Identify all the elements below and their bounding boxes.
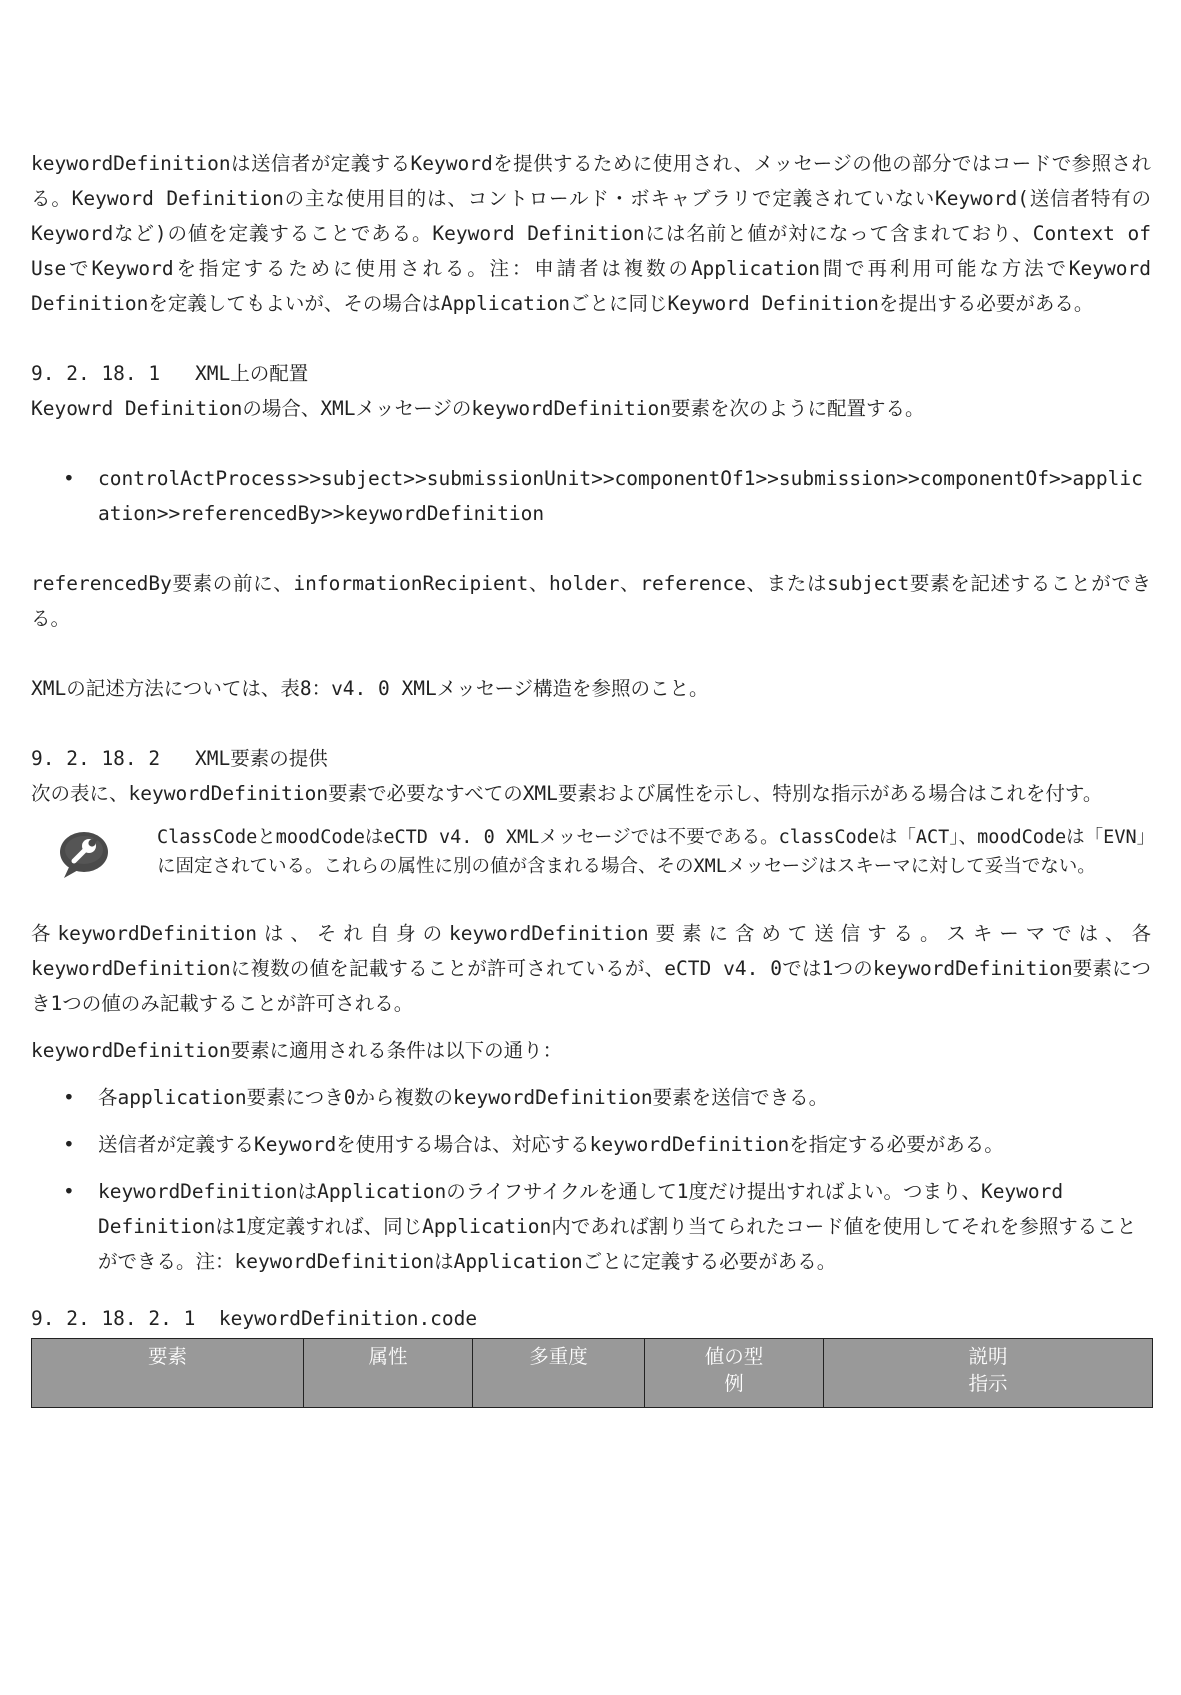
column-header-attribute: 属性 xyxy=(304,1339,473,1408)
subsection-title: keywordDefinition.code xyxy=(218,1307,478,1330)
note-block xyxy=(31,823,1151,881)
placement-path-list xyxy=(31,461,1151,531)
keyword-definition-paragraph: 各keywordDefinitionは、それ自身のkeywordDefinition要素に含めて送信する。スキーマでは、各keywordDefinitionに複数の値を記載することが許可されているが、eCTD v4. 0では1つのkeywordDefinition要素につき1つの値のみ記載することが許可される。 xyxy=(31,922,1151,1015)
section-heading-provision xyxy=(31,741,1151,776)
column-header-description: 説明 指示 xyxy=(824,1339,1153,1408)
condition-text: 送信者が定義するKeywordを使用する場合は、対応するkeywordDefinitionを指定する必要がある。 xyxy=(98,1133,1004,1156)
condition-text: 各application要素につき0から複数のkeywordDefinition要素を送信できる。 xyxy=(98,1086,829,1109)
table-header-row xyxy=(32,1339,1153,1408)
wrench-icon xyxy=(58,829,112,881)
spec-table xyxy=(31,1338,1153,1408)
note-text: ClassCodeとmoodCodeはeCTD v4. 0 XMLメッセージでは不要である。classCodeは「ACT」、moodCodeは「EVN」に固定されている。これらの属性に別の値が含まれる場合、そのXMLメッセージはスキーマに対して妥当でない。 xyxy=(157,827,1146,877)
list-item xyxy=(31,461,1151,531)
subsection-heading xyxy=(31,1301,1151,1336)
list-item xyxy=(31,1174,1151,1279)
condition-text: keywordDefinitionはApplicationのライフサイクルを通して1度だけ提出すればよい。つまり、Keyword Definitionは1度定義すれば、同じApplication内であれば割り当てられたコード値を使用してそれを参照することができる。注：keywordDefinitionはApplicationごとに定義する必要がある。 xyxy=(98,1180,1137,1273)
provision-lead: 次の表に、keywordDefinition要素で必要なすべてのXML要素および属性を示し、特別な指示がある場合はこれを付す。 xyxy=(31,782,1103,805)
document-page xyxy=(31,146,1151,1408)
list-item xyxy=(31,1080,1151,1115)
column-header-cardinality: 多重度 xyxy=(473,1339,645,1408)
subsection-number: 9. 2. 18. 2. 1 xyxy=(31,1307,196,1330)
column-header-value-type: 値の型 例 xyxy=(645,1339,824,1408)
bullet-icon: • xyxy=(63,1133,75,1156)
bullet-icon: • xyxy=(63,467,75,490)
section-title: XML要素の提供 xyxy=(195,747,328,770)
section-number: 9. 2. 18. 1 xyxy=(31,362,161,385)
section-heading-placement xyxy=(31,356,1151,391)
column-header-element: 要素 xyxy=(32,1339,304,1408)
placement-lead: Keyowrd Definitionの場合、XMLメッセージのkeywordDefinition要素を次のように配置する。 xyxy=(31,397,925,420)
conditions-lead: keywordDefinition要素に適用される条件は以下の通り： xyxy=(31,1039,563,1062)
bullet-icon: • xyxy=(63,1086,75,1109)
xml-reference-paragraph: XMLの記述方法については、表8：v4. 0 XMLメッセージ構造を参照のこと。 xyxy=(31,677,709,700)
xml-path: controlActProcess>>subject>>submissionUnit>>componentOf1>>submission>>componentOf>>application>>referencedBy>>keywordDefinition xyxy=(98,467,1143,525)
conditions-list xyxy=(31,1080,1151,1279)
intro-paragraph: keywordDefinitionは送信者が定義するKeywordを提供するために使用され、メッセージの他の部分ではコードで参照される。Keyword Definitionの主な使用目的は、コントロールド・ボキャブラリで定義されていないKeyword(送信者特有のKeywordなど)の値を定義することである。Keyword Definitionには名前と値が対になって含まれており、Context of UseでKeywordを指定するために使用される。注：申請者は複数のApplication間で再利用可能な方法でKeyword Definitionを定義してもよいが、その場合はApplicationごとに同じKeyword Definitionを提出する必要がある。 xyxy=(31,152,1151,315)
bullet-icon: • xyxy=(63,1180,75,1203)
list-item xyxy=(31,1127,1151,1162)
section-title: XML上の配置 xyxy=(195,362,309,385)
section-number: 9. 2. 18. 2 xyxy=(31,747,161,770)
placement-after-paragraph: referencedBy要素の前に、informationRecipient、holder、reference、またはsubject要素を記述することができる。 xyxy=(31,572,1151,630)
